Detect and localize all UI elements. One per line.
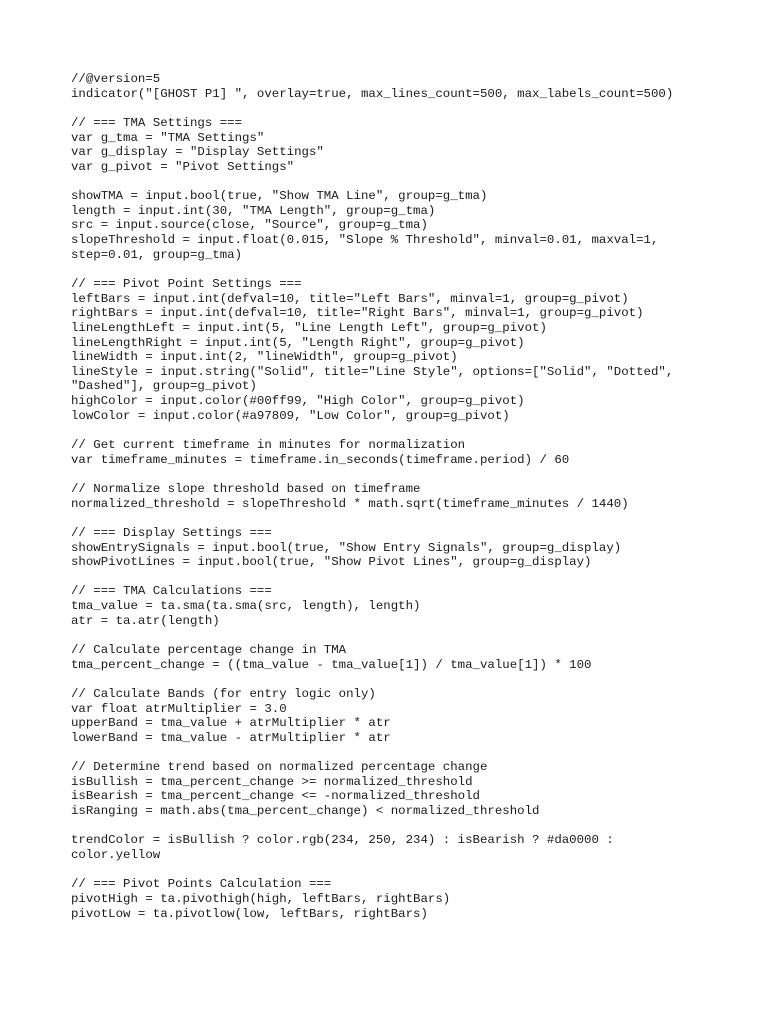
code-line: var g_tma = "TMA Settings" [71, 130, 265, 145]
code-line: isBullish = tma_percent_change >= normalized_threshold [71, 774, 473, 789]
code-line [71, 745, 711, 760]
code-line: showPivotLines = input.bool(true, "Show Pivot Lines", group=g_display) [71, 555, 592, 570]
code-line [71, 819, 711, 834]
code-line: trendColor = isBullish ? color.rgb(234, 250, 234) : isBearish ? #da0000 : [71, 833, 614, 848]
code-line: upperBand = tma_value + atrMultiplier * atr [71, 716, 391, 731]
code-line: step=0.01, group=g_tma) [71, 247, 243, 262]
code-line: normalized_threshold = slopeThreshold * math.sqrt(timeframe_minutes / 1440) [71, 496, 629, 511]
code-line: tma_percent_change = ((tma_value - tma_value[1]) / tma_value[1]) * 100 [71, 657, 592, 672]
code-line: atr = ta.atr(length) [71, 613, 220, 628]
code-line [71, 423, 711, 438]
code-line: color.yellow [71, 847, 161, 862]
code-line: length = input.int(30, "TMA Length", group=g_tma) [71, 203, 436, 218]
code-line: showEntrySignals = input.bool(true, "Show Entry Signals", group=g_display) [71, 540, 622, 555]
code-line: var timeframe_minutes = timeframe.in_seconds(timeframe.period) / 60 [71, 452, 570, 467]
code-line: isBearish = tma_percent_change <= -normalized_threshold [71, 789, 480, 804]
code-line: showTMA = input.bool(true, "Show TMA Line", group=g_tma) [71, 189, 488, 204]
code-line [71, 672, 711, 687]
code-line [71, 570, 711, 585]
code-line [71, 467, 711, 482]
code-line: indicator("[GHOST P1] ", overlay=true, max_lines_count=500, max_labels_count=500) [71, 86, 674, 101]
code-line: var g_pivot = "Pivot Settings" [71, 159, 295, 174]
code-line [71, 511, 711, 526]
code-line [71, 628, 711, 643]
code-line: lowerBand = tma_value - atrMultiplier * atr [71, 730, 391, 745]
code-line: pivotLow = ta.pivotlow(low, leftBars, rightBars) [71, 906, 428, 921]
code-line: pivotHigh = ta.pivothigh(high, leftBars, rightBars) [71, 891, 451, 906]
code-line: // === TMA Calculations === [71, 584, 272, 599]
code-line: // === Pivot Point Settings === [71, 276, 302, 291]
code-line: // Normalize slope threshold based on timeframe [71, 481, 421, 496]
code-line: var g_display = "Display Settings" [71, 145, 324, 160]
code-line: lineStyle = input.string("Solid", title="Line Style", options=["Solid", "Dotted", [71, 364, 674, 379]
code-block [71, 72, 711, 921]
code-line: // === Pivot Points Calculation === [71, 877, 332, 892]
code-line [71, 101, 711, 116]
code-line: // Calculate percentage change in TMA [71, 642, 347, 657]
code-line: "Dashed"], group=g_pivot) [71, 379, 257, 394]
code-line: // Get current timeframe in minutes for normalization [71, 438, 466, 453]
code-line: lineLengthLeft = input.int(5, "Line Length Left", group=g_pivot) [71, 320, 547, 335]
code-line: //@version=5 [71, 72, 161, 86]
code-line [71, 174, 711, 189]
code-line: lineWidth = input.int(2, "lineWidth", group=g_pivot) [71, 350, 458, 365]
code-line: isRanging = math.abs(tma_percent_change) < normalized_threshold [71, 804, 540, 819]
code-line: // === Display Settings === [71, 525, 272, 540]
code-line: slopeThreshold = input.float(0.015, "Slope % Threshold", minval=0.01, maxval=1, [71, 233, 659, 248]
code-line: leftBars = input.int(defval=10, title="Left Bars", minval=1, group=g_pivot) [71, 291, 629, 306]
code-line: // Calculate Bands (for entry logic only) [71, 686, 376, 701]
code-line: highColor = input.color(#00ff99, "High Color", group=g_pivot) [71, 394, 525, 409]
code-line: lineLengthRight = input.int(5, "Length Right", group=g_pivot) [71, 335, 525, 350]
code-line: // === TMA Settings === [71, 115, 243, 130]
code-line: src = input.source(close, "Source", group=g_tma) [71, 218, 428, 233]
code-line: lowColor = input.color(#a97809, "Low Color", group=g_pivot) [71, 408, 510, 423]
code-line: rightBars = input.int(defval=10, title="Right Bars", minval=1, group=g_pivot) [71, 306, 644, 321]
code-line [71, 262, 711, 277]
code-line [71, 863, 711, 878]
code-line: tma_value = ta.sma(ta.sma(src, length), length) [71, 599, 421, 614]
code-line: var float atrMultiplier = 3.0 [71, 701, 287, 716]
code-line: // Determine trend based on normalized percentage change [71, 760, 488, 775]
